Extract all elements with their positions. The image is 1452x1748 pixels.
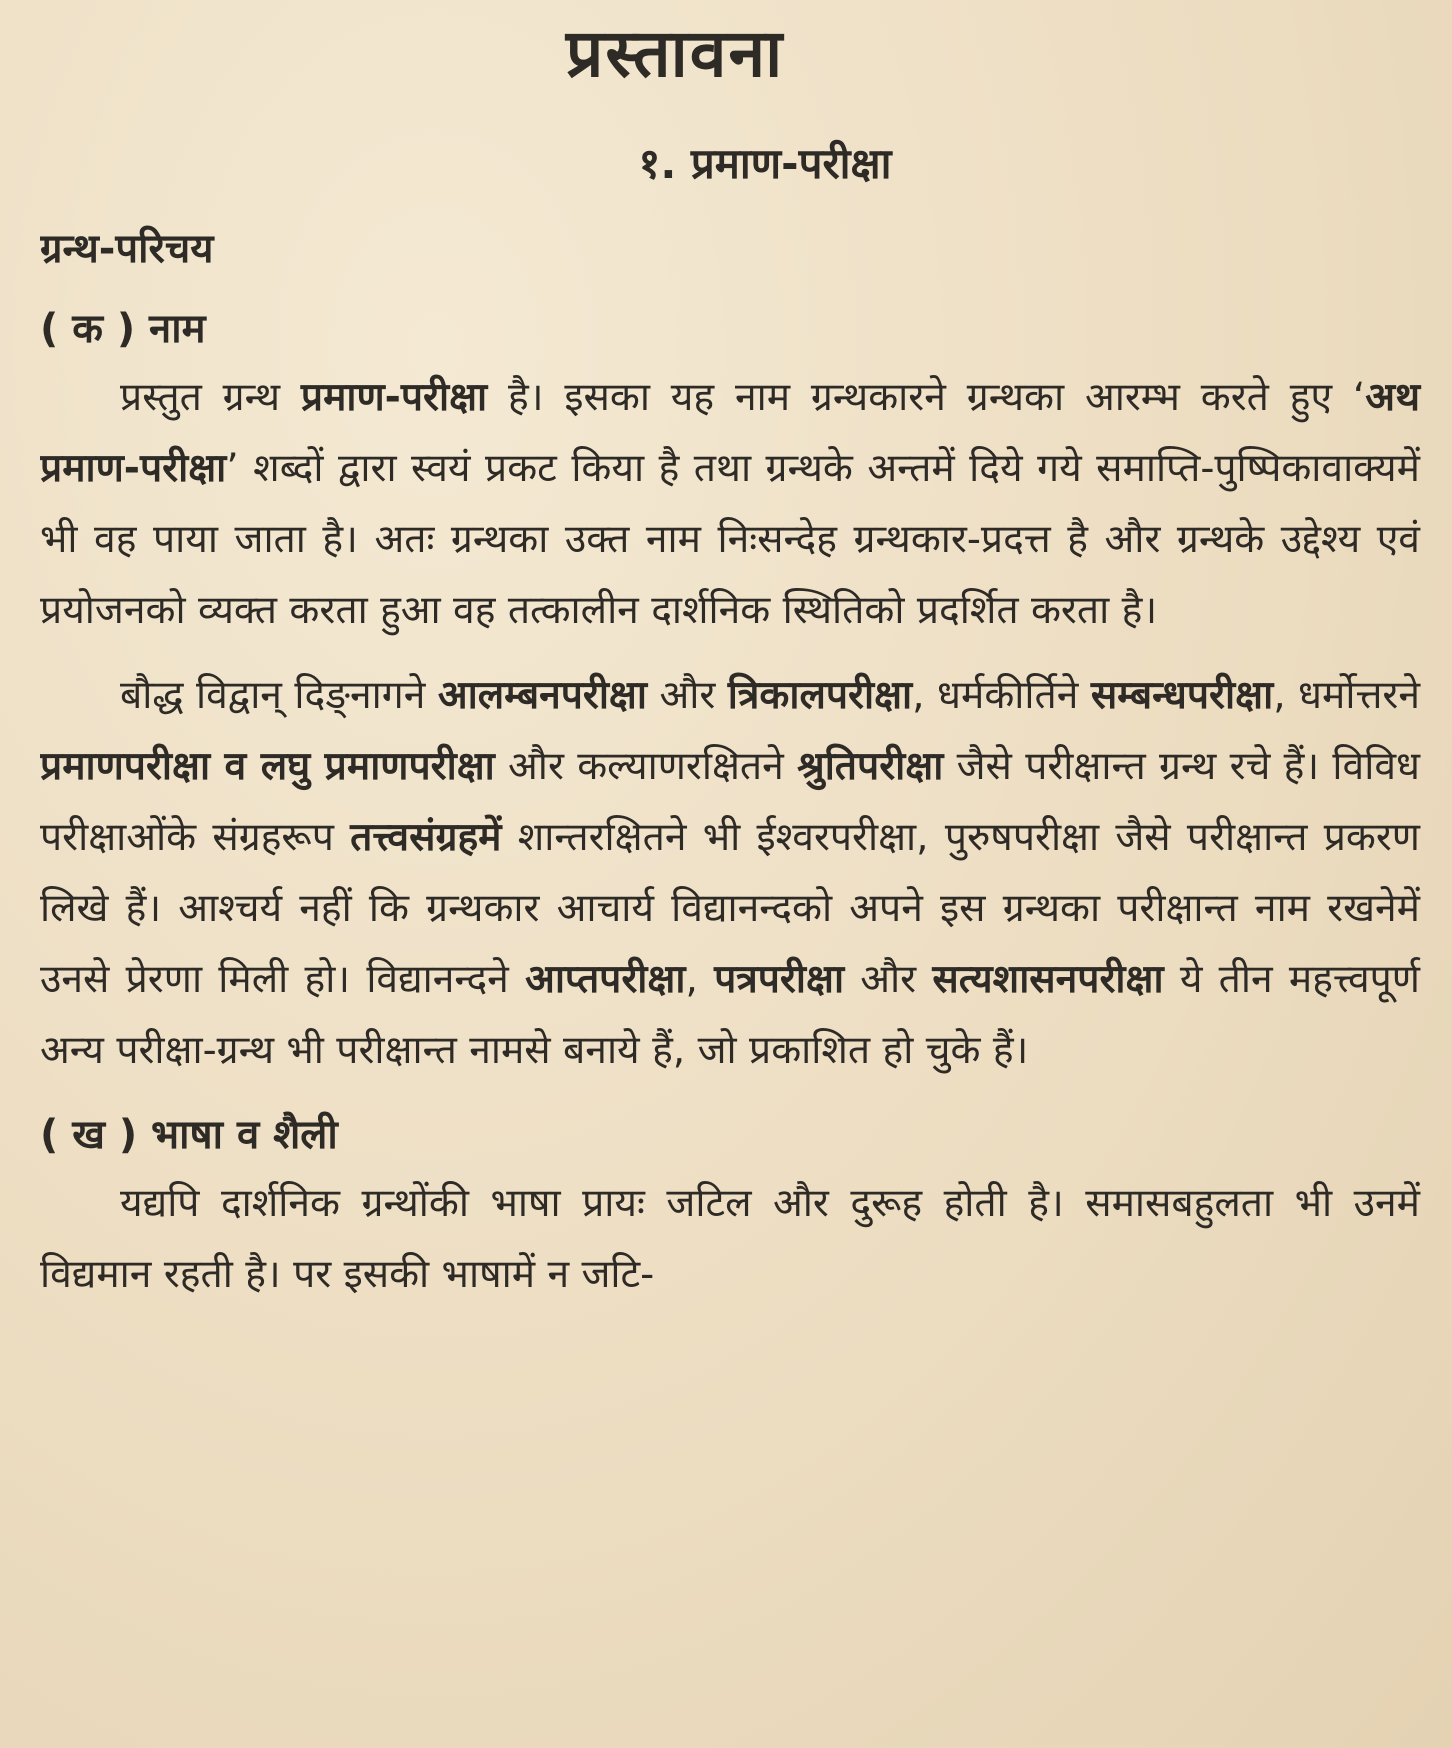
bold-term: सम्बन्धपरीक्षा	[1090, 673, 1274, 718]
text-run: शान्तरक्षितने भी ईश्वरपरीक्षा, पुरुषपरीक्षा जैसे परीक्षान्त प्रकरण लिखे हैं। आश्चर्य नहीं कि ग्रन्थकार आचार्य विद्यानन्दको अपने इस ग्रन्थका परीक्षान्त नाम रखनेमें उनसे प्रेरणा मिली हो। विद्यानन्दने	[40, 815, 1420, 1002]
text-run: , धर्मोत्तरने	[1273, 673, 1420, 718]
text-run: , धर्मकीर्तिने	[912, 673, 1091, 718]
bold-term: त्रिकालपरीक्षा	[727, 673, 913, 718]
text-run: बौद्ध विद्वान् दिङ्नागने	[120, 673, 438, 718]
text-run: ,	[685, 957, 715, 1002]
bold-term: पत्रपरीक्षा	[714, 957, 845, 1002]
text-run: ’ शब्दों द्वारा स्वयं प्रकट किया है तथा ग्रन्थके अन्तमें दिये गये समाप्ति-पुष्पिकावाक्यमें भी वह पाया जाता है। अतः ग्रन्थका उक्त नाम निःसन्देह ग्रन्थकार-प्रदत्त है और ग्रन्थके उद्देश्य एवं प्रयोजनको व्यक्त करता हुआ वह तत्कालीन दार्शनिक स्थितिको प्रदर्शित करता है।	[40, 446, 1420, 633]
page-title: प्रस्तावना	[565, 15, 785, 92]
bold-term: आलम्बनपरीक्षा	[437, 673, 648, 718]
subsection-heading-language: ( ख ) भाषा व शैली	[40, 1112, 338, 1158]
paragraph-pariksha-works	[40, 660, 1420, 1086]
section-heading: ग्रन्थ-परिचय	[40, 226, 214, 272]
text-run: प्रस्तुत ग्रन्थ	[120, 375, 301, 420]
bold-term: तत्त्वसंग्रहमें	[350, 815, 502, 860]
text-run: जैसे परीक्षान्त ग्रन्थ रचे हैं। विविध परीक्षाओंके संग्रहरूप	[40, 744, 1420, 860]
chapter-title: १. प्रमाण-परीक्षा	[638, 139, 892, 188]
bold-term: प्रमाण-परीक्षा	[300, 375, 488, 420]
bold-term: प्रमाणपरीक्षा व लघु प्रमाणपरीक्षा	[40, 744, 495, 789]
text-run: और	[844, 957, 933, 1002]
bold-term: सत्यशासनपरीक्षा	[932, 957, 1164, 1002]
text-run: और कल्याणरक्षितने	[494, 744, 798, 789]
text-run: और	[647, 673, 728, 718]
text-run: है। इसका यह नाम ग्रन्थकारने ग्रन्थका आरम्भ करते हुए ‘	[487, 375, 1366, 420]
bold-term: अथ प्रमाण-परीक्षा	[40, 375, 1420, 491]
paragraph-language	[40, 1168, 1420, 1310]
text-run: यद्यपि दार्शनिक ग्रन्थोंकी भाषा प्रायः जटिल और दुरूह होती है। समासबहुलता भी उनमें विद्यमान रहती है। पर इसकी भाषामें न जटि-	[40, 1181, 1420, 1297]
paragraph-name	[40, 362, 1420, 646]
bold-term: आप्तपरीक्षा	[525, 957, 686, 1002]
text-run: ये तीन महत्त्वपूर्ण अन्य परीक्षा-ग्रन्थ भी परीक्षान्त नामसे बनाये हैं, जो प्रकाशित हो चुके हैं।	[40, 957, 1421, 1073]
document-page	[40, 0, 1430, 1748]
bold-term: श्रुतिपरीक्षा	[797, 744, 944, 789]
subsection-heading-name: ( क ) नाम	[40, 306, 206, 352]
